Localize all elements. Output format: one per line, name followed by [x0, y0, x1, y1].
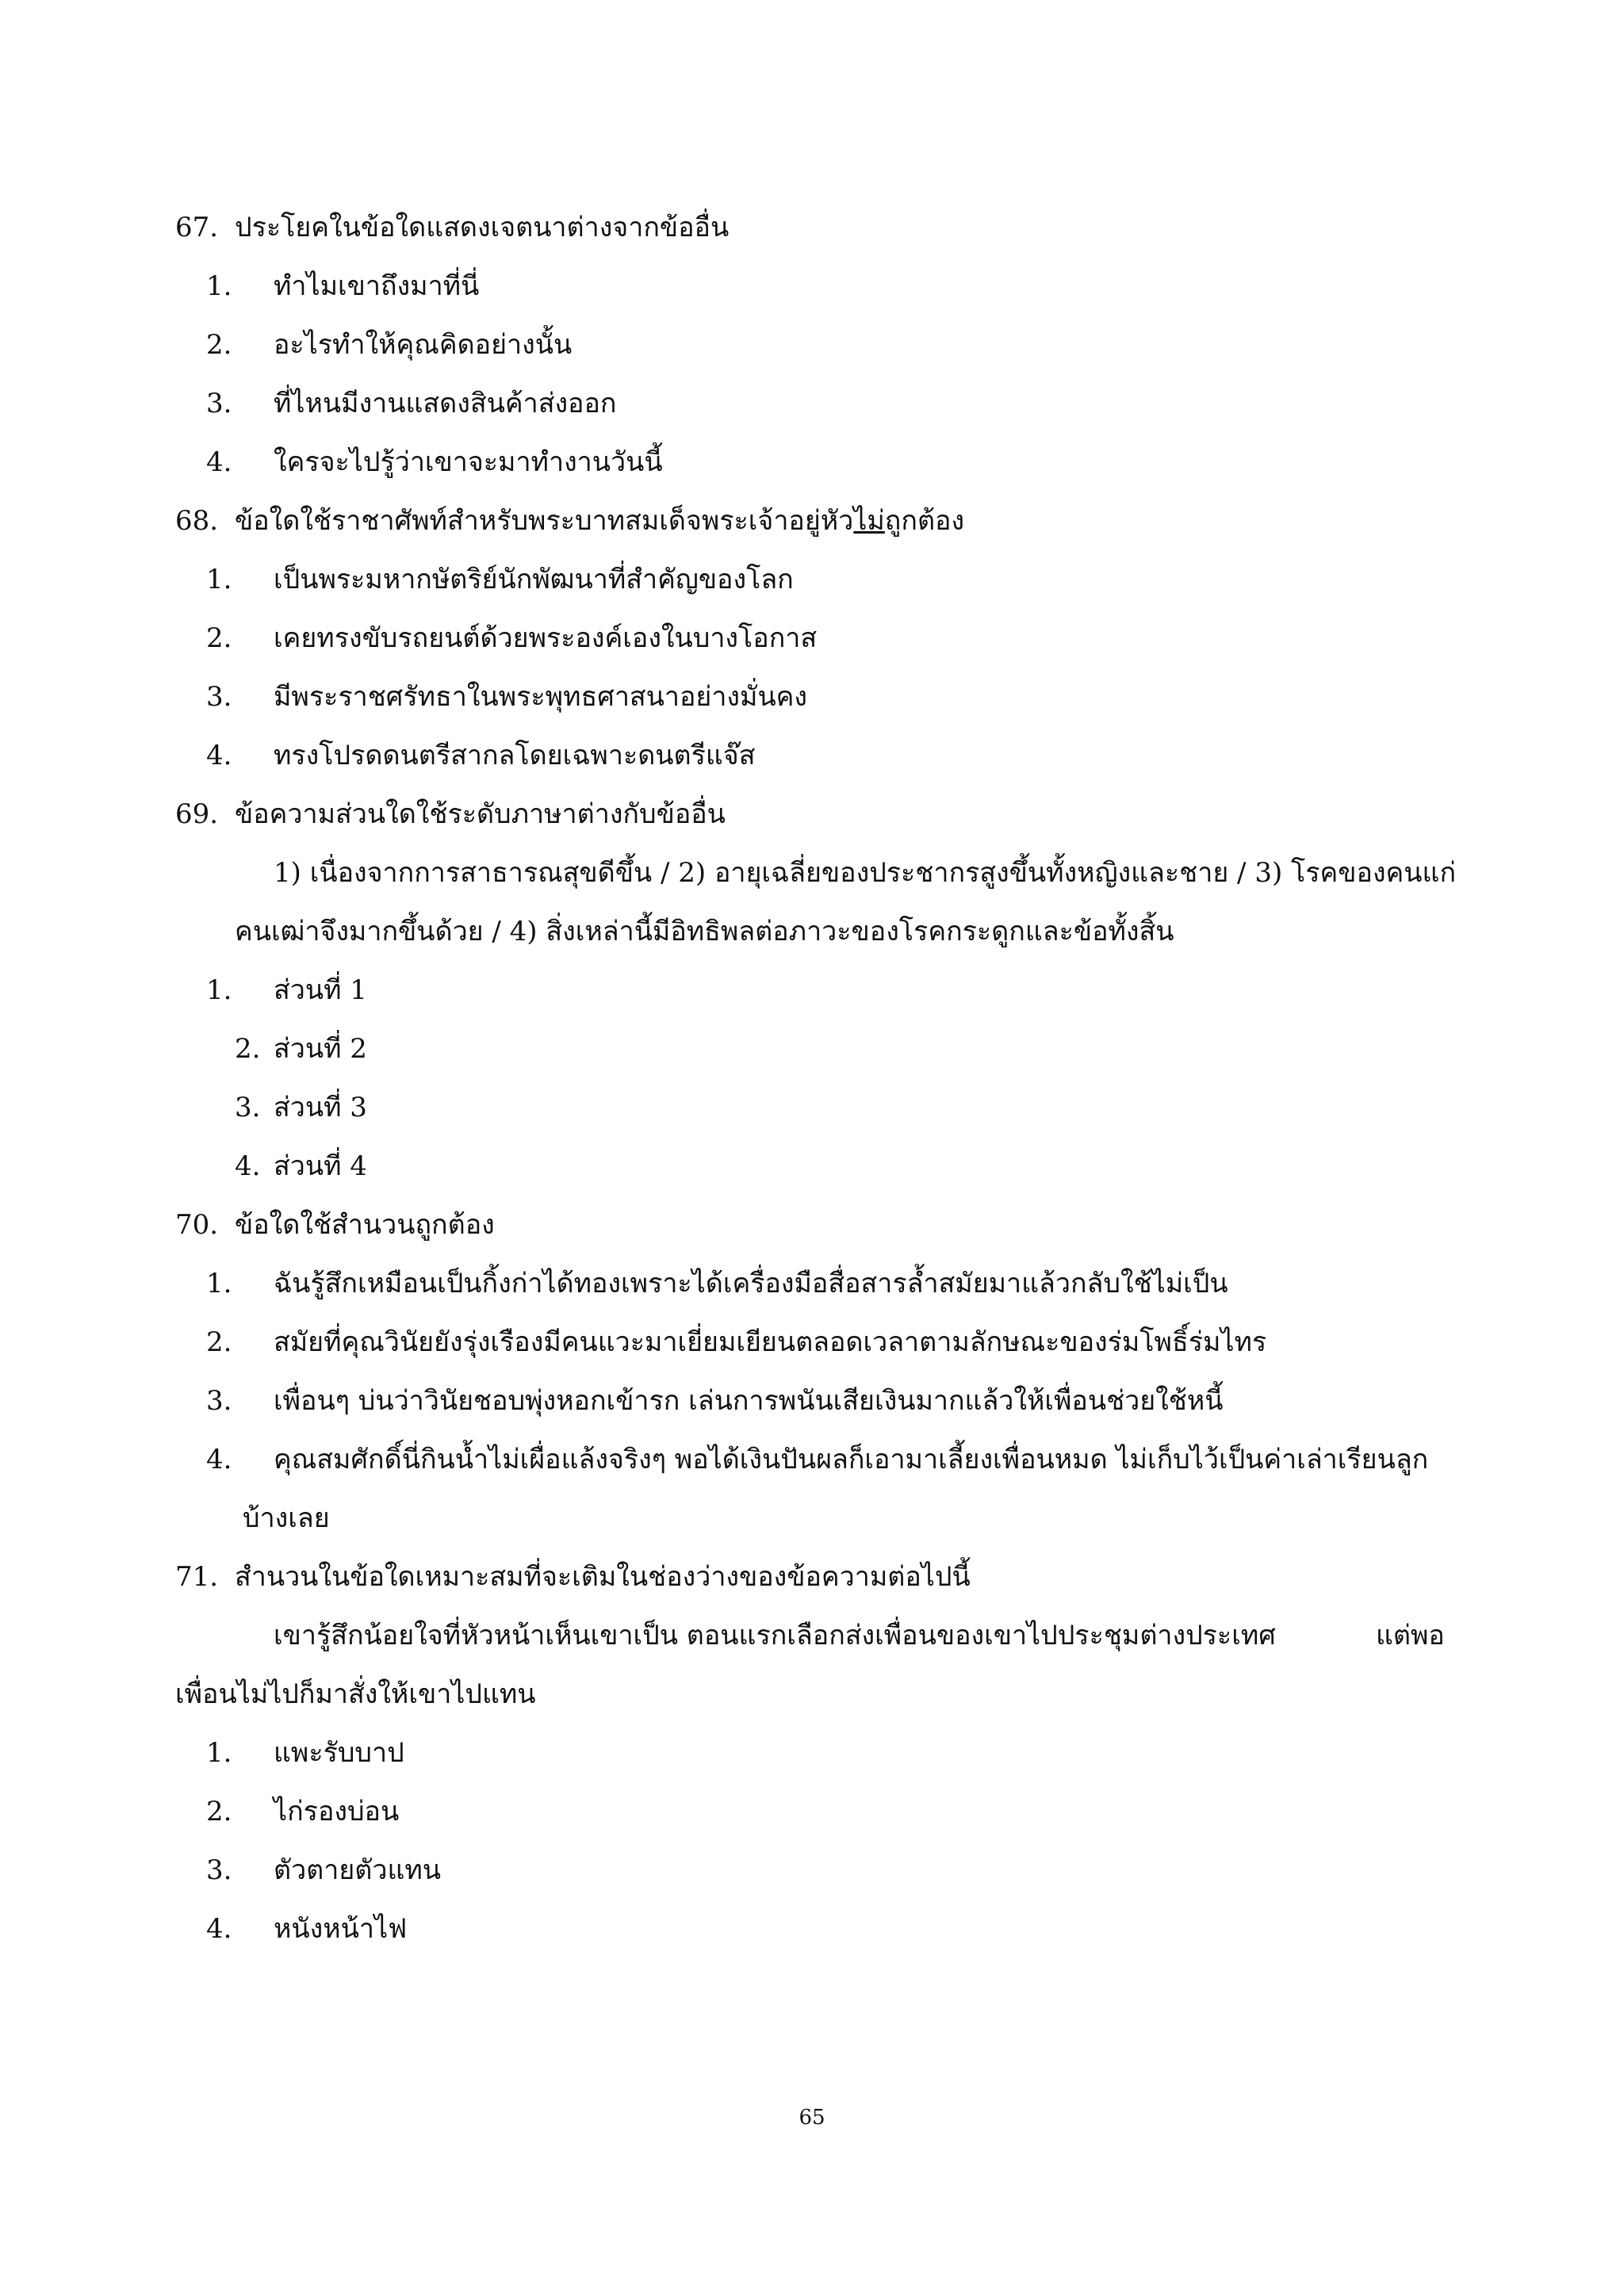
passage-line — [0, 1606, 1624, 1665]
option-number: 1. — [206, 1268, 232, 1299]
question-text: ประโยคในข้อใดแสดงเจตนาต่างจากข้ออื่น — [235, 212, 730, 243]
option-text: ฉันรู้สึกเหมือนเป็นกิ้งก่าได้ทองเพราะได้เครื่องมือสื่อสารล้ำสมัยมาแล้วกลับใช้ไม่เป็น — [274, 1268, 1228, 1299]
option-text: หนังหน้าไฟ — [274, 1913, 408, 1945]
option-item — [0, 726, 1624, 785]
option-number: 4. — [206, 1444, 232, 1475]
option-item — [0, 316, 1624, 374]
passage-text: 1) เนื่องจากการสาธารณสุขดีขึ้น / 2) อายุเฉลี่ยของประชากรสูงขึ้นทั้งหญิงและชาย / 3) โรคของคนแก่ — [274, 857, 1457, 889]
underlined-word: ไม่ — [853, 505, 885, 537]
option-text-continued: บ้างเลย — [243, 1502, 330, 1534]
option-number: 2. — [235, 1033, 261, 1065]
option-number: 3. — [206, 388, 232, 419]
option-number: 2. — [206, 622, 232, 654]
question-text — [235, 492, 964, 550]
option-text: ส่วนที่ 4 — [274, 1150, 367, 1182]
option-text: ใครจะไปรู้ว่าเขาจะมาทำงานวันนี้ — [274, 446, 663, 478]
question-text: ข้อความส่วนใดใช้ระดับภาษาต่างกับข้ออื่น — [235, 798, 726, 830]
option-item — [0, 1724, 1624, 1782]
option-text: ทำไมเขาถึงมาที่นี่ — [274, 270, 480, 302]
question-number: 67. — [175, 212, 219, 243]
question-stem — [0, 785, 1624, 844]
option-item — [0, 961, 1624, 1020]
passage-line — [0, 1665, 1624, 1724]
passage-text: คนเฒ่าจึงมากขึ้นด้วย / 4) สิ่งเหล่านี้มีอิทธิพลต่อภาวะของโรคกระดูกและข้อทั้งสิ้น — [235, 916, 1174, 947]
question-stem — [0, 198, 1624, 257]
option-item — [0, 668, 1624, 726]
passage-line — [0, 902, 1624, 961]
option-number: 2. — [206, 329, 232, 361]
option-item — [0, 257, 1624, 316]
option-number: 4. — [206, 446, 232, 478]
option-text: ที่ไหนมีงานแสดงสินค้าส่งออก — [274, 388, 617, 419]
passage-line — [0, 844, 1624, 902]
option-item — [0, 1137, 1624, 1196]
question-text-after: ถูกต้อง — [884, 505, 965, 537]
page-number: 65 — [799, 2106, 825, 2130]
option-number: 4. — [206, 1913, 232, 1945]
option-number: 3. — [206, 1854, 232, 1886]
option-text: มีพระราชศรัทธาในพระพุทธศาสนาอย่างมั่นคง — [274, 681, 808, 713]
option-number: 3. — [206, 1385, 232, 1417]
option-text: ไก่รองบ่อน — [274, 1796, 400, 1827]
option-item — [0, 1313, 1624, 1372]
option-number: 3. — [235, 1092, 261, 1123]
question-number: 69. — [175, 798, 219, 830]
passage-text: เพื่อนไม่ไปก็มาสั่งให้เขาไปแทน — [175, 1678, 536, 1710]
option-text: แพะรับบาป — [274, 1737, 404, 1769]
option-number: 2. — [206, 1326, 232, 1358]
option-text: เพื่อนๆ บ่นว่าวินัยชอบพุ่งหอกเข้ารก เล่นการพนันเสียเงินมากแล้วให้เพื่อนช่วยใช้หนี้ — [274, 1385, 1224, 1417]
option-text: อะไรทำให้คุณคิดอย่างนั้น — [274, 329, 573, 361]
option-item — [0, 433, 1624, 492]
question-number: 71. — [175, 1561, 219, 1593]
option-continuation — [0, 1489, 1624, 1548]
question-67 — [0, 198, 1624, 492]
option-item — [0, 1430, 1624, 1489]
question-69 — [0, 785, 1624, 1196]
option-item — [0, 1020, 1624, 1078]
option-number: 4. — [235, 1150, 261, 1182]
option-item — [0, 1841, 1624, 1900]
option-text: ส่วนที่ 3 — [274, 1092, 367, 1123]
option-number: 1. — [206, 270, 232, 302]
option-text: ตัวตายตัวแทน — [274, 1854, 442, 1886]
question-number: 70. — [175, 1209, 219, 1241]
option-text: สมัยที่คุณวินัยยังรุ่งเรืองมีคนแวะมาเยี่ยมเยียนตลอดเวลาตามลักษณะของร่มโพธิ์ร่มไทร — [274, 1326, 1267, 1358]
option-text: ส่วนที่ 1 — [274, 974, 367, 1006]
option-item — [0, 550, 1624, 609]
option-item — [0, 1254, 1624, 1313]
option-text: เคยทรงขับรถยนต์ด้วยพระองค์เองในบางโอกาส — [274, 622, 818, 654]
question-text: ข้อใดใช้สำนวนถูกต้อง — [235, 1209, 495, 1241]
option-text: ทรงโปรดดนตรีสากลโดยเฉพาะดนตรีแจ๊ส — [274, 740, 756, 771]
passage-text-end: แต่พอ — [1376, 1620, 1445, 1651]
option-number: 2. — [206, 1796, 232, 1827]
question-stem — [0, 1548, 1624, 1606]
option-item — [0, 374, 1624, 433]
option-item — [0, 1900, 1624, 1958]
option-item — [0, 609, 1624, 668]
option-number: 1. — [206, 974, 232, 1006]
question-text: สำนวนในข้อใดเหมาะสมที่จะเติมในช่องว่างของข้อความต่อไปนี้ — [235, 1561, 971, 1593]
question-70 — [0, 1196, 1624, 1548]
question-71 — [0, 1548, 1624, 1958]
question-stem — [0, 1196, 1624, 1254]
option-number: 4. — [206, 740, 232, 771]
passage-text: เขารู้สึกน้อยใจที่หัวหน้าเห็นเขาเป็น ตอนแรกเลือกส่งเพื่อนของเขาไปประชุมต่างประเทศ — [274, 1620, 1276, 1651]
question-68 — [0, 492, 1624, 785]
option-text: คุณสมศักดิ์นี่กินน้ำไม่เผื่อแล้งจริงๆ พอได้เงินปันผลก็เอามาเลี้ยงเพื่อนหมด ไม่เก็บไว้เป็นค่าเล่าเรียนลูก — [274, 1444, 1429, 1475]
question-text-before: ข้อใดใช้ราชาศัพท์สำหรับพระบาทสมเด็จพระเจ้าอยู่หัว — [235, 505, 854, 537]
option-number: 3. — [206, 681, 232, 713]
question-stem — [0, 492, 1624, 550]
option-number: 1. — [206, 1737, 232, 1769]
option-item — [0, 1372, 1624, 1430]
option-item — [0, 1078, 1624, 1137]
question-number: 68. — [175, 505, 219, 537]
option-item — [0, 1782, 1624, 1841]
option-text: เป็นพระมหากษัตริย์นักพัฒนาที่สำคัญของโลก — [274, 564, 794, 595]
option-number: 1. — [206, 564, 232, 595]
option-text: ส่วนที่ 2 — [274, 1033, 367, 1065]
